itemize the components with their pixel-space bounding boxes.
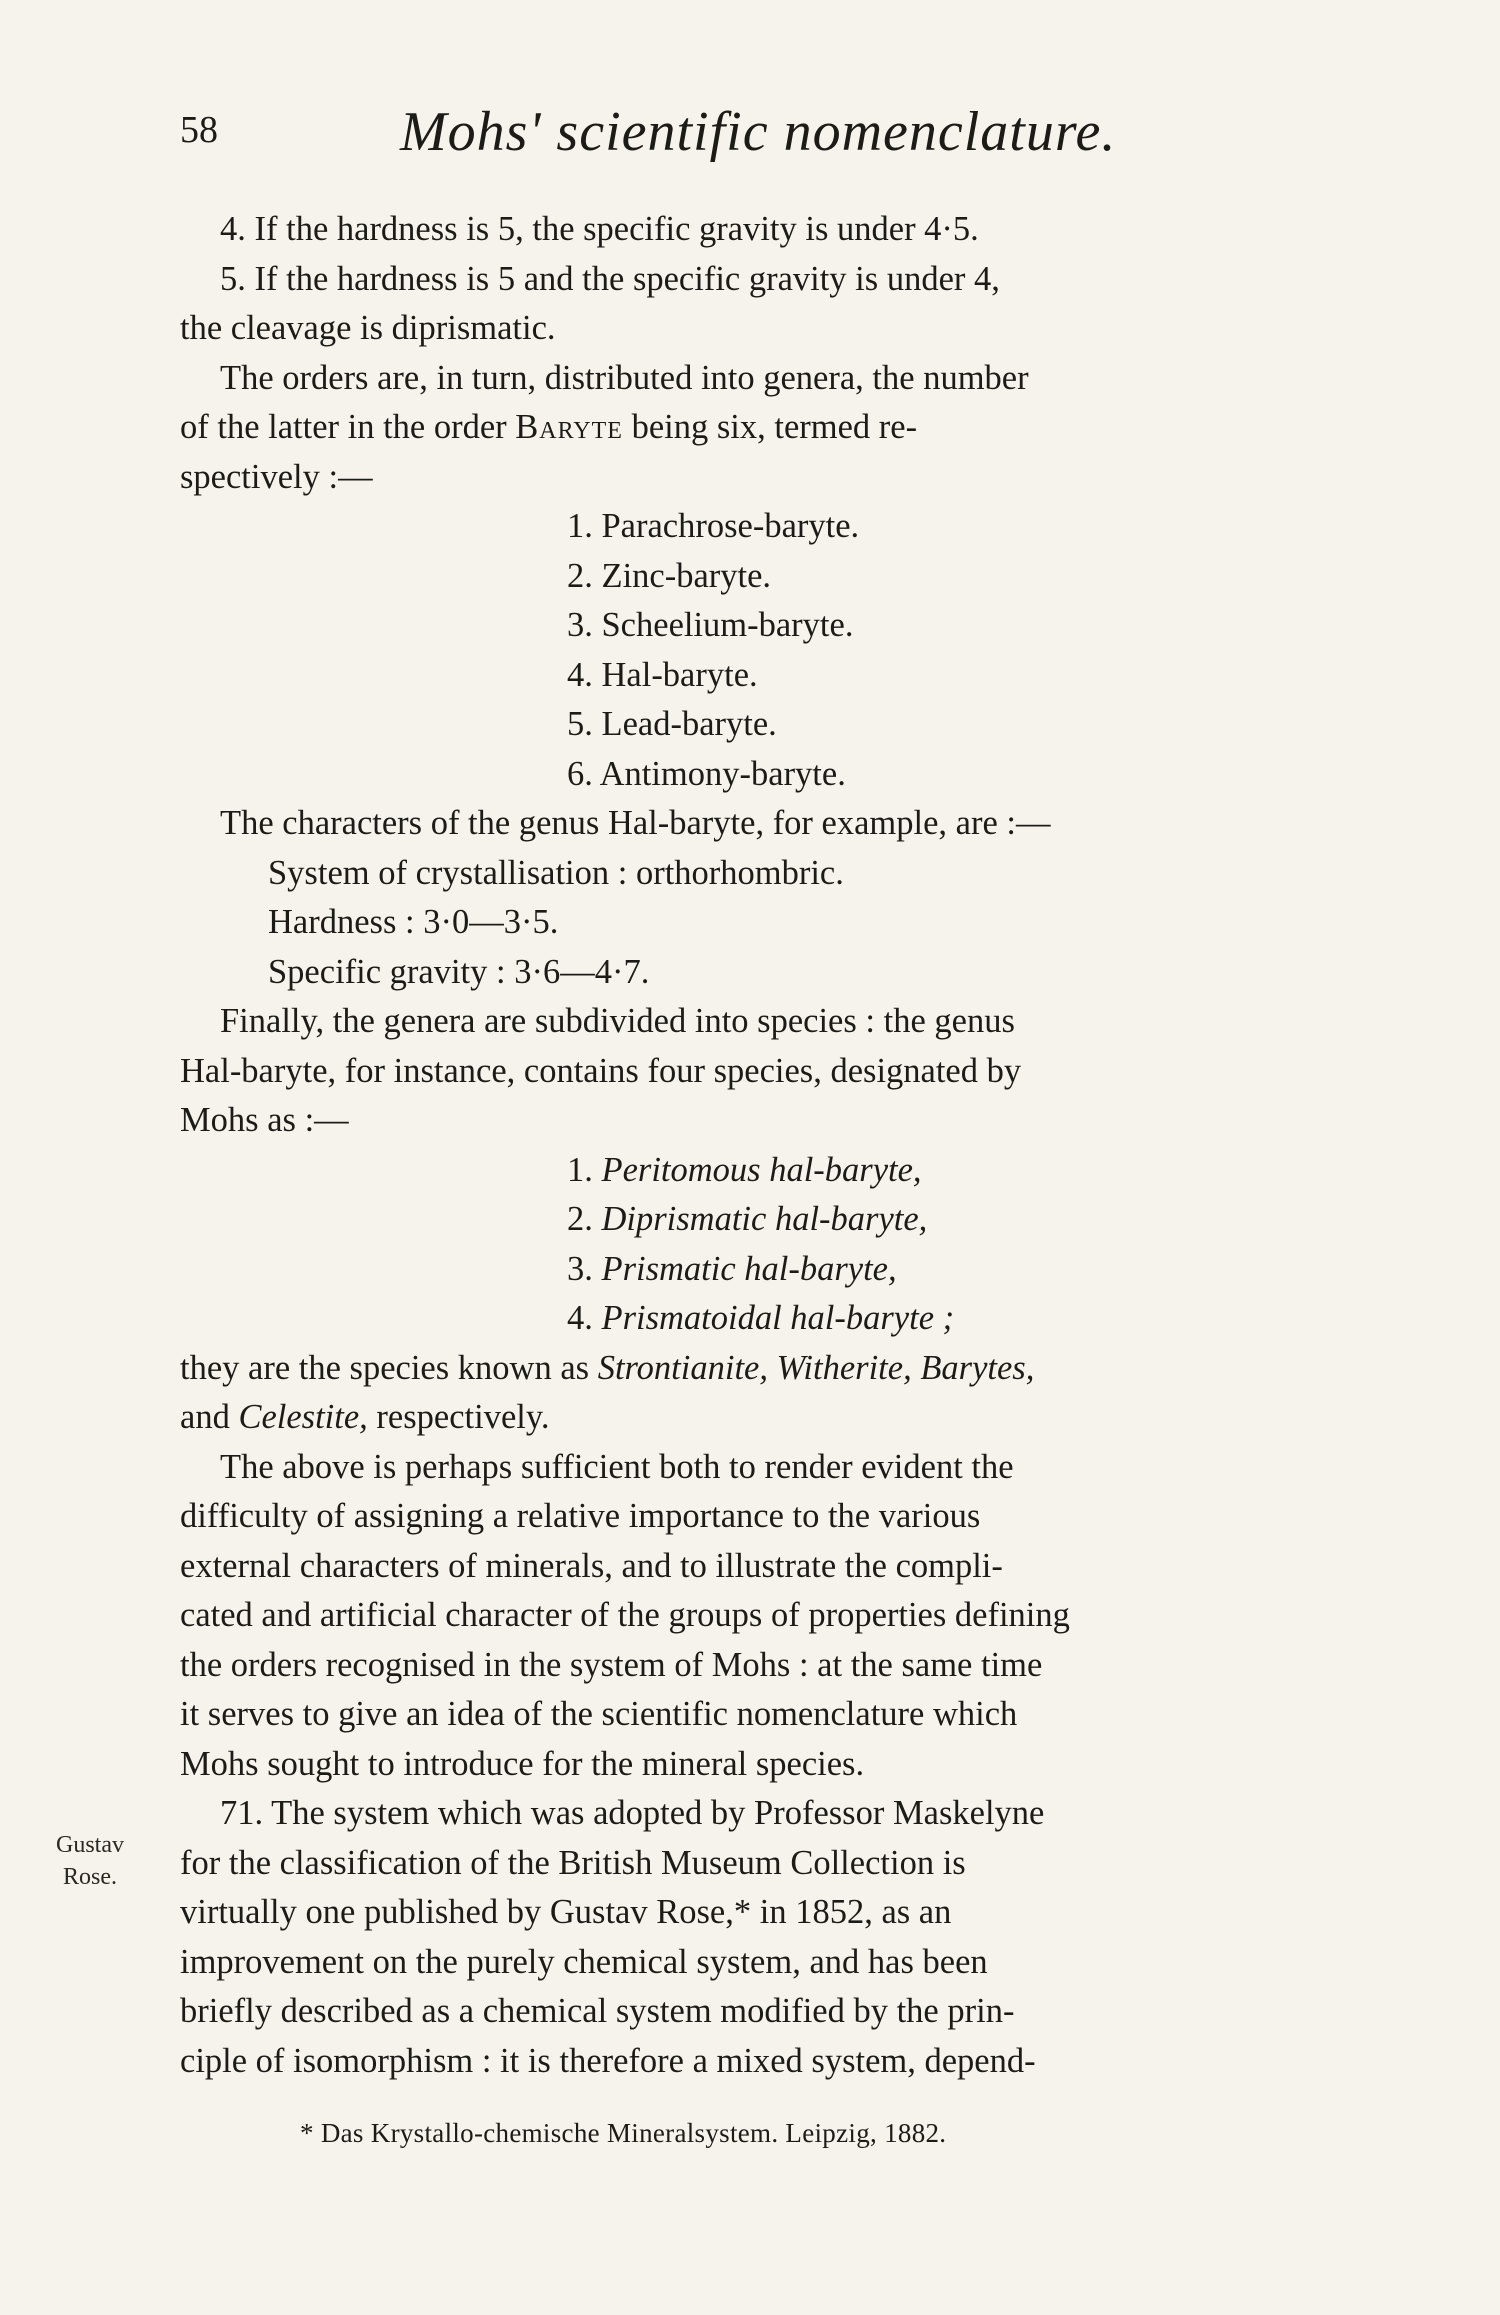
page-number: 58: [180, 109, 218, 151]
text-line: The orders are, in turn, distributed into genera, the number: [220, 358, 1029, 397]
species-name: Prismatic hal-baryte,: [601, 1249, 897, 1288]
list-item: 2. Zinc-baryte.: [567, 556, 772, 595]
text-line: ciple of isomorphism : it is therefore a mixed system, depend-: [180, 2041, 1036, 2080]
species-name: Diprismatic hal-baryte,: [601, 1200, 928, 1238]
text-span: of the latter in the order: [180, 408, 507, 446]
text-span: being six, termed re-: [631, 408, 918, 446]
species-item: [180, 1146, 1340, 1196]
text-line: The characters of the genus Hal-baryte, for example, are :—: [220, 804, 1051, 842]
text-span: they are the species known as: [180, 1348, 590, 1387]
character-line: Hardness : 3·0—3·5.: [268, 903, 559, 941]
margin-note-line: Gustav: [56, 1832, 124, 1858]
text-line: [180, 1393, 1340, 1443]
species-number: 3.: [567, 1249, 593, 1288]
list-item: 1. Parachrose-baryte.: [567, 507, 860, 545]
list-item: 6. Antimony-baryte.: [567, 754, 846, 793]
text-line: Hal-baryte, for instance, contains four species, designated by: [180, 1051, 1022, 1090]
species-number: 1.: [567, 1150, 593, 1189]
list-item: 5. Lead-baryte.: [567, 705, 777, 743]
list-item: 4. Hal-baryte.: [567, 655, 758, 694]
mineral-names: Strontianite, Witherite, Barytes,: [597, 1348, 1035, 1387]
text-span: respectively.: [376, 1398, 550, 1436]
text-line: Finally, the genera are subdivided into species : the genus: [220, 1002, 1015, 1040]
text-line: 4. If the hardness is 5, the specific gravity is under 4·5.: [220, 210, 979, 248]
text-line: The above is perhaps sufficient both to render evident the: [220, 1447, 1014, 1486]
text-line: difficulty of assigning a relative importance to the various: [180, 1497, 981, 1535]
footnote: * Das Krystallo-chemische Mineralsystem. Leipzig, 1882.: [300, 2118, 947, 2148]
body-text: [180, 205, 1340, 2086]
order-name: Baryte: [515, 408, 623, 446]
text-line: [180, 403, 1340, 453]
text-line: cated and artificial character of the groups of properties defining: [180, 1596, 1070, 1634]
section-start-line: 71. The system which was adopted by Professor Maskelyne: [220, 1794, 1045, 1832]
margin-note-line: Rose.: [63, 1864, 117, 1890]
text-line: the cleavage is diprismatic.: [180, 309, 556, 347]
text-line: for the classification of the British Museum Collection is: [180, 1843, 966, 1882]
character-line: Specific gravity : 3·6—4·7.: [268, 952, 650, 991]
species-item: [180, 1195, 1340, 1245]
species-number: 2.: [567, 1200, 593, 1238]
species-item: [180, 1245, 1340, 1295]
species-name: Prismatoidal hal-baryte ;: [601, 1299, 955, 1337]
text-line: [180, 1344, 1340, 1394]
text-line: the orders recognised in the system of Mohs : at the same time: [180, 1645, 1043, 1684]
text-line: external characters of minerals, and to illustrate the compli-: [180, 1546, 1003, 1585]
species-item: [180, 1294, 1340, 1344]
margin-note: [40, 1829, 140, 1893]
character-line: System of crystallisation : orthorhombric.: [268, 853, 844, 892]
page-header: [180, 100, 1340, 163]
text-line: Mohs sought to introduce for the mineral species.: [180, 1744, 865, 1783]
text-line: briefly described as a chemical system modified by the prin-: [180, 1992, 1015, 2030]
species-name: Peritomous hal-baryte,: [601, 1150, 922, 1189]
list-item: 3. Scheelium-baryte.: [567, 606, 854, 644]
text-line: virtually one published by Gustav Rose,* in 1852, as an: [180, 1893, 952, 1931]
text-span: and: [180, 1398, 230, 1436]
mineral-names: Celestite,: [238, 1398, 368, 1436]
text-line: spectively :—: [180, 457, 373, 496]
species-number: 4.: [567, 1299, 593, 1337]
text-line: Mohs as :—: [180, 1101, 349, 1139]
text-line: improvement on the purely chemical system, and has been: [180, 1942, 988, 1981]
text-line: it serves to give an idea of the scientific nomenclature which: [180, 1695, 1018, 1733]
text-line: 5. If the hardness is 5 and the specific gravity is under 4,: [220, 259, 1000, 298]
running-title: Mohs' scientific nomenclature.: [400, 101, 1117, 163]
